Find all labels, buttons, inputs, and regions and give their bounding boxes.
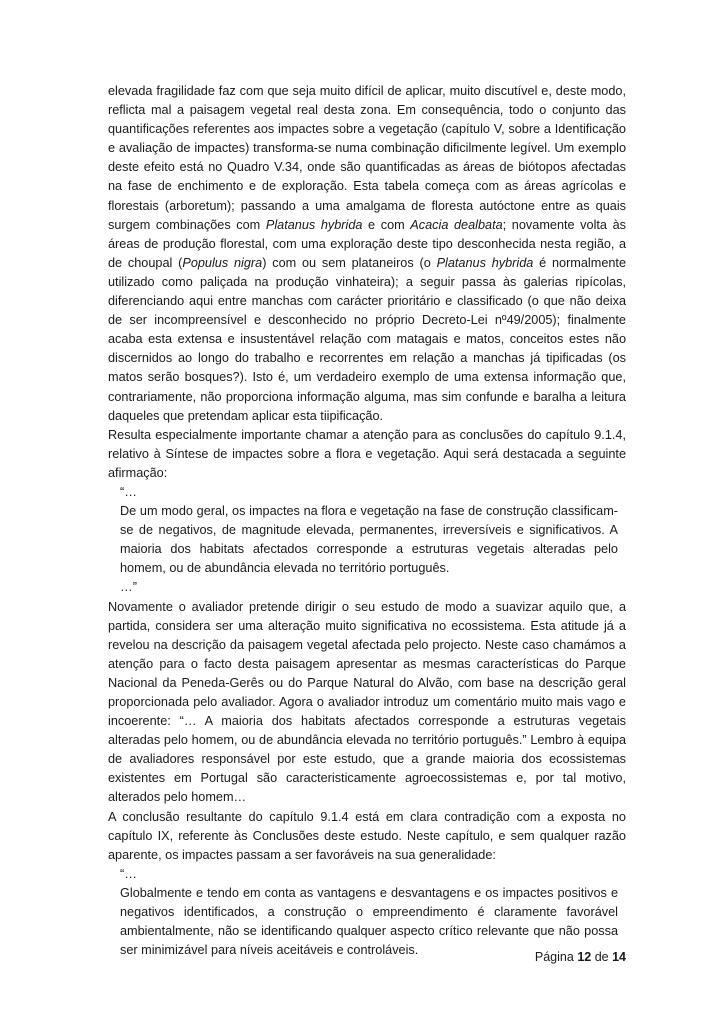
text-run: e com <box>362 217 411 232</box>
italic-term: Acacia dealbata <box>410 217 503 232</box>
body-paragraph <box>108 82 626 426</box>
text-run: é normalmente utilizado como paliçada na produção vinhateira); a seguir passa às galerias ripícolas, diferenciando aqui entre manchas com carácter prioritário e classificado (o que não deixa de ser incompreensível e desconhecido no próprio Decreto-Lei nº49/2005); finalmente acaba esta extensa e insustentável relação com matagais e matos, conceitos estes não discernidos ao longo do trabalho e recorrentes em relação a manchas já tipificadas (os matos serão bosques?). Isto é, um verdadeiro exemplo de uma extensa informação que, contrariamente, não proporciona informação alguma, mas sim confunde e baralha a leitura daqueles que pretendam aplicar esta tiipificação. <box>108 255 627 423</box>
quote-paragraph <box>108 865 626 884</box>
footer-of: de <box>594 950 609 964</box>
page-footer <box>108 949 626 965</box>
text-run: Globalmente e tendo em conta as vantagens e desvantagens e os impactes positivos e negativos identificados, a construção o empreendimento é claramente favorável ambientalmente, não se identificando qualquer aspecto crítico relevante que não possa ser minimizável para níveis aceitáveis e controláveis. <box>120 885 618 958</box>
total-pages: 14 <box>612 950 626 964</box>
document-body <box>108 82 626 960</box>
italic-term: Populus nigra <box>182 255 263 270</box>
text-run: ) com ou sem plataneiros (o <box>262 255 437 270</box>
text-run: Resulta especialmente importante chamar a atenção para as conclusões do capítulo 9.1.4, relativo à Síntese de impactes sobre a flora e vegetação. Aqui será destacada a seguinte afirmação: <box>108 427 626 480</box>
body-paragraph <box>108 426 626 483</box>
footer-prefix: Página <box>534 950 574 964</box>
text-run: …” <box>120 580 137 595</box>
text-run: ; novamente volta às áreas de produção florestal, com uma exploração deste tipo desconhecida nesta região, a de choupal ( <box>108 217 626 270</box>
italic-term: Platanus hybrida <box>265 217 363 232</box>
quote-paragraph <box>108 502 626 578</box>
quote-paragraph <box>108 578 626 597</box>
text-run: A conclusão resultante do capítulo 9.1.4 está em clara contradição com a exposta no capítulo IX, referente às Conclusões deste estudo. Neste capítulo, e sem qualquer razão aparente, os impactes passam a ser favoráveis na sua generalidade: <box>108 809 626 862</box>
current-page-number: 12 <box>577 950 592 964</box>
body-paragraph <box>108 808 626 865</box>
text-run: “… <box>120 866 137 881</box>
text-run: Novamente o avaliador pretende dirigir o seu estudo de modo a suavizar aquilo que, a partida, considera ser uma alteração muito significativa no ecossistema. Esta atitude já a revelou na descrição da paisagem vegetal afectada pelo projecto. Neste caso chamámos a atenção para o facto desta paisagem apresentar as mesmas características do Parque Nacional da Peneda-Gerês ou do Parque Natural do Alvão, com base na descrição geral proporcionada pelo avaliador. Agora o avaliador introduz um comentário muito mais vago e incoerente: “… A maioria dos habitats afectados corresponde a estruturas vegetais alteradas pelo homem, ou de abundância elevada no território português.” Lembro à equipa de avaliadores responsável por este estudo, que a grande maioria dos ecossistemas existentes em Portugal são caracteristicamente agroecossistemas e, por tal motivo, alterados pelo homem… <box>108 599 626 805</box>
body-paragraph <box>108 598 626 808</box>
quote-paragraph <box>108 483 626 502</box>
text-run: elevada fragilidade faz com que seja muito difícil de aplicar, muito discutível e, deste modo, reflicta mal a paisagem vegetal real desta zona. Em consequência, todo o conjunto das quantificações referentes aos impactes sobre a vegetação (capítulo V, sobre a Identificação e avaliação de impactes) transforma-se numa combinação dificilmente legível. Um exemplo deste efeito está no Quadro V.34, onde são quantificadas as áreas de biótopos afectadas na fase de enchimento e de exploração. Esta tabela começa com as áreas agrícolas e florestais (arboretum); passando a uma amalgama de floresta autóctone entre as quais surgem combinações com <box>108 84 626 232</box>
text-run: “… <box>120 484 137 499</box>
italic-term: Platanus hybrida <box>436 255 534 270</box>
text-run: De um modo geral, os impactes na flora e vegetação na fase de construção classificam-se de negativos, de magnitude elevada, permanentes, irreversíveis e significativos. A maioria dos habitats afectados corresponde a estruturas vegetais alteradas pelo homem, ou de abundância elevada no território português. <box>120 504 618 576</box>
